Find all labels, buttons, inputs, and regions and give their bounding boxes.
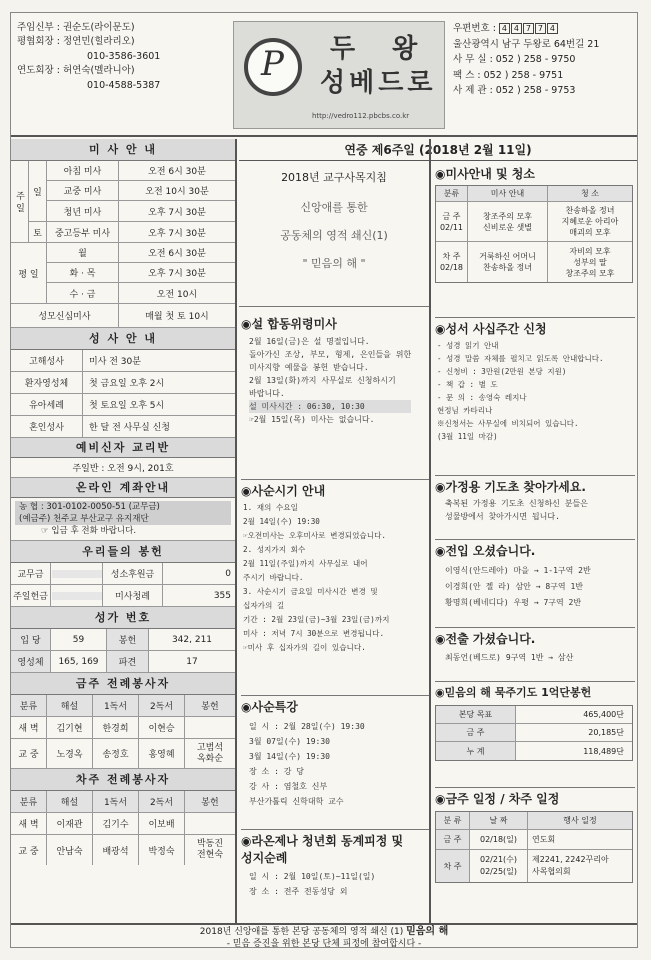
schedule-header: 날 짜	[470, 812, 528, 829]
move-out-body: 최동언(베드로) 9구역 1반 → 삼산	[445, 653, 574, 662]
header-contacts: 주임신부 : 권순도(라이문도) 평협회장 : 정연민(힐라리오) 010-3586-3601 연도회장 : 허연숙(멜라니아) 010-4588-5387	[17, 21, 227, 93]
federation-phone: 010-4588-5387	[87, 79, 161, 91]
lent-body: 1. 재의 수요일 2월 14일(수) 19:30 ☞오전미사는 오후미사로 변경되었습니다. 2. 성지가지 회수 2월 11일(주일)까지 사무실로 내어 주시기 바랍니다. 3. 사순시기 금요일 미사시간 변경 및 십자가의 길 기간 : 2월 23일(금)~3월 23일(금)까지 미사 : 저녁 7시 30분으로 변경됩니다. ☞미사 후 십자가의 길이 있습니다.	[243, 503, 390, 652]
zip-digit: 4	[547, 23, 558, 34]
sacrament-time: 첫 토요일 오후 5시	[89, 401, 165, 411]
theme-line-1: 2018년 교구사목지침	[281, 171, 387, 184]
middle-column	[239, 139, 431, 923]
server-cell: 노경옥	[47, 739, 93, 768]
schedule-header: 행사 일정	[563, 816, 597, 825]
offering-amount: 355	[213, 590, 231, 601]
hymn-label: 봉헌	[107, 629, 149, 650]
rosary-title: ◉믿음의 해 묵주기도 1억단봉헌	[435, 681, 635, 700]
move-in-title: ◉전입 오셨습니다.	[435, 539, 635, 559]
offering-title: 우리들의 봉헌	[11, 541, 235, 563]
address: 울산광역시 남구 두왕로 64번길 21	[453, 38, 600, 50]
mass-il-label: 일	[29, 161, 47, 221]
notice-header: 청 소	[581, 189, 599, 198]
notice-cell: 거룩하신 어머니 찬송하올 정녀	[468, 242, 548, 282]
hymn-number: 342, 211	[171, 634, 213, 645]
offering-amount	[51, 563, 103, 584]
weekday-label: 평 일	[11, 243, 47, 303]
move-out-title: ◉전출 가셨습니다.	[435, 627, 635, 647]
prep-text: 주일반 : 오전 9시, 201호	[72, 464, 174, 474]
server-header: 봉헌	[201, 702, 219, 712]
mass-time: 오전 6시 30분	[148, 249, 206, 259]
server-cell	[185, 813, 235, 834]
prayer-candle-title: ◉가정용 기도초 찾아가세요.	[435, 475, 635, 495]
hymn-label: 영성체	[11, 651, 51, 672]
zip-digit: 7	[523, 23, 534, 34]
mass-cleaning-title: ◉미사안내 및 청소	[435, 167, 535, 181]
theme-line-3: 공동체의 영적 쇄신(1)	[280, 229, 388, 242]
mass-to-label: 토	[29, 222, 47, 242]
prep-title: 예비신자 교리반	[11, 438, 235, 458]
server-header: 1독서	[93, 695, 139, 716]
rosary-label: 금 주	[436, 724, 516, 741]
mass-name: 아침 미사	[47, 161, 119, 180]
server-header: 분류	[11, 791, 47, 812]
council-phone: 010-3586-3601	[87, 50, 161, 62]
hymn-number: 17	[186, 656, 198, 667]
rosary-value: 465,400단	[583, 710, 624, 719]
mass-table	[11, 161, 235, 243]
footer-highlight: 믿음의 해	[406, 926, 449, 937]
mass-name: 청년 미사	[47, 201, 119, 221]
schedule-cell: 금 주	[436, 830, 470, 849]
server-cell: 박동진 전현숙	[196, 839, 224, 860]
schedule-table	[435, 811, 633, 883]
this-week-servers-title: 금주 전례봉사자	[11, 673, 235, 695]
left-column	[11, 139, 237, 923]
account-title: 온라인 계좌안내	[11, 478, 235, 498]
offering-label: 주일헌금	[11, 585, 51, 606]
server-header: 2독서	[139, 791, 185, 812]
server-cell: 이재관	[47, 813, 93, 834]
server-cell: 고범석 옥화순	[196, 742, 224, 764]
theme-line-4: " 믿음의 해 "	[302, 257, 366, 270]
schedule-cell: 02/18(일)	[470, 830, 528, 849]
server-cell: 새 벽	[11, 813, 47, 834]
federation-label: 연도회장	[17, 65, 54, 77]
bulletin-page	[10, 12, 638, 948]
header	[11, 13, 637, 137]
mass-title: 미 사 안 내	[11, 139, 235, 161]
federation-name: 허연숙(멜라니아)	[62, 65, 135, 77]
zip-digit: 7	[535, 23, 546, 34]
council-label: 평협회장	[17, 36, 54, 48]
mass-time: 오후 7시 30분	[148, 269, 206, 279]
office-phone: 사 무 실 : 052 ) 258 - 9750	[453, 54, 576, 65]
server-cell: 박정숙	[139, 835, 185, 865]
rosary-value: 118,489단	[583, 746, 624, 756]
schedule-cell: 제2241, 2242꾸리아 사목협의회	[532, 855, 609, 876]
holy-heart-label: 성모신심미사	[11, 304, 119, 327]
liturgical-date: 연중 제6주일 (2018년 2월 11일)	[239, 139, 637, 161]
sacrament-name: 유아세례	[11, 394, 83, 415]
server-header: 해설	[47, 791, 93, 812]
rectory-phone: 사 제 관 : 052 ) 258 - 9753	[453, 85, 576, 96]
offering-amount	[51, 585, 103, 606]
footer-line-1: 2018년 신앙애를 통한 본당 공동체의 영적 쇄신 (1)	[199, 927, 407, 937]
server-cell: 새 벽	[11, 717, 47, 738]
notice-header: 분류	[436, 186, 468, 201]
notice-header: 미사 안내	[468, 186, 548, 201]
mass-time: 오전 10시 30분	[145, 187, 209, 197]
bible-course-body: - 성경 읽기 안내 - 성경 말씀 자체를 펼치고 읽도록 안내합니다. - 신청비 : 3만원(2만원 본당 지원) - 책 갑 : 별 도 - 문 의 : 송영숙 레지나 현정님 카타리나 ※신청서는 사무실에 비치되어 있습니다. (3월 11일 마감)	[437, 341, 604, 441]
sacrament-name: 고해성사	[11, 350, 83, 371]
server-header: 2독서	[139, 695, 185, 716]
account-line-2: (예금주) 천주교 부산교구 유지재단	[15, 513, 231, 525]
notice-cell: 창조주의 모후 신비로운 샛별	[468, 202, 548, 241]
council-name: 정연민(힐라리오)	[62, 36, 135, 48]
schedule-header: 분 류	[436, 812, 470, 829]
pastor-name: 권순도(라이문도)	[62, 22, 135, 33]
schedule-cell: 차 주	[436, 850, 470, 882]
right-column	[433, 139, 637, 923]
lent-title: ◉사순시기 안내	[241, 479, 429, 499]
hymn-label: 파견	[107, 651, 149, 672]
server-header: 분류	[11, 695, 47, 716]
schedule-cell: 연도회	[532, 835, 556, 844]
memorial-mass-title: ◉설 합동위령미사	[241, 317, 337, 331]
mass-sunday-label: 주 일	[11, 161, 29, 242]
notice-cell: 찬송하올 정녀 지혜로운 아리아 매괴의 모후	[561, 206, 619, 237]
holy-heart-time: 매월 첫 토 10시	[145, 312, 209, 322]
account-info	[11, 498, 235, 541]
server-header: 1독서	[93, 791, 139, 812]
mass-name: 중고등부 미사	[47, 222, 119, 242]
hymn-number: 59	[51, 629, 107, 650]
rosary-label: 누 계	[436, 742, 516, 760]
mass-name: 수 · 금	[47, 283, 119, 303]
schedule-title: ◉금주 일정 / 차주 일정	[435, 787, 635, 807]
pastor-label: 주임신부	[17, 22, 54, 33]
server-header: 봉헌	[201, 798, 219, 808]
mass-time: 오후 7시 30분	[148, 207, 206, 218]
hymn-number: 165, 169	[51, 651, 107, 672]
sacrament-time: 첫 금요일 오후 2시	[89, 379, 165, 389]
server-cell: 배광석	[93, 835, 139, 865]
weekday-mass-table	[11, 243, 235, 304]
youth-retreat-body: 일 시 : 2월 10일(토)~11일(일) 장 소 : 전주 전동성당 외	[249, 872, 376, 896]
server-cell: 송정호	[93, 739, 139, 768]
bible-course-title: ◉성서 사십주간 신청	[435, 317, 635, 337]
server-cell: 김기현	[47, 717, 93, 738]
server-cell: 이보배	[139, 813, 185, 834]
header-address	[453, 21, 633, 99]
mass-time: 오전 6시 30분	[148, 167, 206, 177]
footer-line-2: - 믿음 증진을 위한 본당 단체 피정에 참여합시다 -	[226, 939, 422, 948]
notice-cell: 자비의 모후 성부의 딸 창조주의 모후	[565, 246, 615, 278]
mass-time: 오후 7시 30분	[148, 228, 206, 239]
sacrament-time: 미사 전 30분	[89, 357, 141, 367]
sacrament-name: 혼인성사	[11, 416, 83, 437]
mass-name: 화 · 목	[47, 263, 119, 282]
server-cell	[185, 717, 235, 738]
rosary-table	[435, 705, 633, 761]
offering-label: 성소후원금	[103, 563, 163, 584]
hymn-label: 입 당	[11, 629, 51, 650]
offering-label: 미사청례	[103, 585, 163, 606]
memorial-mass-body: 2월 16일(금)은 설 명절입니다. 돌아가신 조상, 부모, 형제, 은인들을 위한 미사지향 예물을 봉헌 받습니다. 2월 13일(화)까지 사무실로 신청하시기 바랍니다. 설 미사시간 : 06:30, 10:30 ☞2월 15일(목) 미사는 없습니다.	[249, 337, 412, 424]
sacrament-name: 환자영성체	[11, 372, 83, 393]
mass-name: 월	[47, 243, 119, 262]
move-in-body: 이영식(안드레아) 마을 → 1-1구역 2반 이경희(안 젤 라) 삼안 → 8구역 1반 황명희(베네디다) 우평 → 7구역 2반	[445, 566, 591, 607]
next-week-servers-title: 차주 전례봉사자	[11, 769, 235, 791]
lent-lecture-title: ◉사순특강	[241, 695, 429, 715]
sacrament-title: 성 사 안 내	[11, 328, 235, 350]
account-line-1: 농 협 : 301-0102-0050-51 (교무금)	[15, 501, 231, 513]
offering-amount: 0	[225, 568, 231, 579]
mass-name: 교중 미사	[47, 181, 119, 200]
mass-time: 오전 10시	[156, 289, 198, 300]
youth-retreat-title: ◉라온제나 청년회 동계피정 및 성지순례	[241, 829, 429, 866]
schedule-cell: 02/21(수) 02/25(일)	[470, 850, 528, 882]
notice-cell: 금 주 02/11	[436, 202, 468, 241]
footer-banner	[11, 923, 637, 948]
server-cell: 홍영혜	[139, 739, 185, 768]
theme-line-2: 신앙애를 통한	[300, 201, 368, 214]
server-cell: 김기수	[93, 813, 139, 834]
rosary-label: 본당 목표	[436, 706, 516, 723]
zip-digit: 4	[499, 23, 510, 34]
parish-url: http://vedro112.pbcbs.co.kr	[312, 112, 410, 120]
server-cell: 한경희	[93, 717, 139, 738]
hymn-title: 성가 번호	[11, 607, 235, 629]
zip-digit: 4	[511, 23, 522, 34]
lent-lecture-body: 일 시 : 2월 28일(수) 19:30 3월 07일(수) 19:30 3월 14일(수) 19:30 장 소 : 강 당 강 사 : 염철호 신부 부산가톨릭 신학대학 교수	[249, 722, 365, 806]
parish-title-1: 두 왕	[330, 34, 432, 64]
pastoral-theme	[239, 161, 429, 307]
zip-label: 우편번호 :	[453, 23, 496, 34]
parish-title-2: 성베드로	[320, 68, 437, 98]
logo-emblem-icon: P	[244, 38, 302, 96]
server-header: 해설	[47, 695, 93, 716]
offering-label: 교무금	[11, 563, 51, 584]
rosary-value: 20,185단	[588, 728, 624, 737]
server-cell: 안남숙	[47, 835, 93, 865]
account-note: ☞ 입금 후 전화 바랍니다.	[41, 526, 137, 536]
notice-cell: 차 주 02/18	[436, 242, 468, 282]
mass-cleaning-table	[435, 185, 633, 283]
server-cell: 교 중	[11, 835, 47, 865]
server-cell: 이현승	[139, 717, 185, 738]
fax-number: 팩 스 : 052 ) 258 - 9751	[453, 69, 564, 81]
sacrament-time: 한 달 전 사무실 신청	[89, 423, 170, 433]
server-cell: 교 중	[11, 739, 47, 768]
parish-logo	[233, 21, 445, 129]
prayer-candle-body: 축복된 가정용 기도초 신청하신 분들은 성물방에서 찾아가시면 됩니다.	[445, 499, 588, 521]
